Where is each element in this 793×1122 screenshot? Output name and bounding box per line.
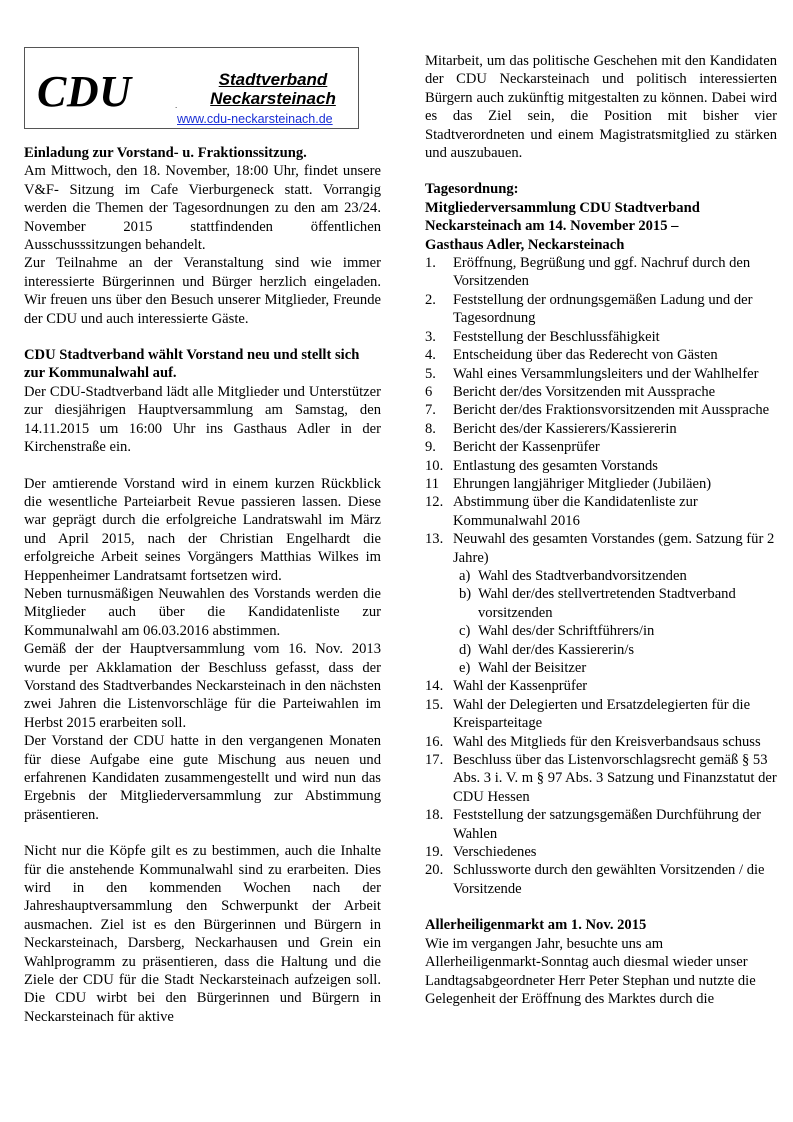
paragraph: Neben turnusmäßigen Neuwahlen des Vorstands werden die Mitglieder auch über die Kandidatenliste zur Kommunalwahl am 06.03.2016 abstimmen. [24,585,381,639]
agenda-item [425,365,777,383]
paragraph: Gemäß der der Hauptversammlung vom 16. Nov. 2013 wurde per Akklamation der Beschluss gefasst, dass der Vorstand des Stadtverbandes Neckarsteinach in den nächsten zwei Jahren die Listenvorschläge für die Parteiwahlen im Herbst 2015 erarbeiten soll. [24,641,381,731]
separator-dot: . [175,101,178,110]
agenda-subitem [459,567,777,585]
section-heading-market: Allerheiligenmarkt am 1. Nov. 2015 [425,917,647,934]
agenda-text: Feststellung der ordnungsgemäßen Ladung und der Tagesordnung [453,291,753,327]
agenda-item [425,254,777,291]
agenda-item [425,861,777,898]
left-column [24,47,381,1026]
paragraph: Am Mittwoch, den 18. November, 18:00 Uhr, findet unsere V&F- Sitzung im Cafe Vierburgeneck statt. Vorrangig werden die Themen der Tagesordnungen zu den am 23/24. November 2015 stattfindenden öffentlichen Ausschusssitzungen behandelt. [24,163,381,254]
agenda-text: Wahl des Mitglieds für den Kreisverbandsaus schuss [453,733,761,750]
agenda-number: 9. [425,439,436,456]
agenda-number: 18. [425,807,444,824]
agenda-text: Abstimmung über die Kandidatenliste zur Kommunalwahl 2016 [453,494,698,529]
paragraph: Wie im vergangen Jahr, besuchte uns am Allerheiligenmarkt-Sonntag auch diesmal wieder unser Landtagsabgeordneter Herr Peter Stephan und nutzte die Gelegenheit der Eröffnung des Marktes durch die [425,935,756,1007]
agenda-subnumber: c) [459,623,471,640]
agenda-text: Schlussworte durch den gewählten Vorsitzenden / die Vorsitzende [453,862,765,897]
agenda-number: 13. [425,531,444,548]
agenda-number: 12. [425,494,444,511]
agenda-text [453,530,777,677]
agenda-text: Entscheidung über das Rederecht von Gästen [453,347,718,364]
agenda-number: 14. [425,678,444,695]
agenda-number: 4. [425,347,436,364]
agenda-item [425,751,777,806]
organization-name [183,70,363,108]
agenda-text: Feststellung der Beschlussfähigkeit [453,328,660,345]
agenda-text: Beschluss über das Listenvorschlagsrecht gemäß § 53 Abs. 3 i. V. m § 97 Abs. 3 Satzung und Finanzstatut der CDU Hessen [453,752,777,805]
header-box [24,47,359,129]
paragraph: Nicht nur die Köpfe gilt es zu bestimmen, auch die Inhalte für die anstehende Kommunalwahl sind zu erarbeiten. Dies wird in den kommenden Wochen nach der Jahreshauptversammlung den Schwerpunkt der Arbeit ausmachen. Ziel ist es den Bürgerinnen und Bürgern in Neckarsteinach, Darsberg, Neckarhausen und Grein ein Wahlprogramm zu präsentieren, dass die Haltung und die Ziele der CDU für die Stadt Neckarsteinach aufzeigen soll. Die CDU wirbt bei den Bürgerinnen und Bürgern in Neckarsteinach für aktive [24,843,381,1025]
agenda-item [425,843,777,861]
agenda-number: 5. [425,365,436,382]
agenda-subitem [459,641,777,659]
agenda-item [425,401,777,419]
organization-line-2: Neckarsteinach [210,89,336,108]
paragraph: Der Vorstand der CDU hatte in den vergangenen Monaten für diese Aufgabe eine gute Mischung aus neuen und erfahrenen Kandidaten zusammengestellt und wird nun das Ergebnis der Mitgliederversammlung zur Abstimmung präsentieren. [24,733,381,823]
agenda-subnumber: d) [459,641,472,658]
agenda-item [425,328,777,346]
agenda-subnumber: e) [459,660,471,676]
agenda-subitem [459,585,777,622]
agenda-list [425,254,777,898]
agenda-heading-line: Gasthaus Adler, Neckarsteinach [425,236,625,253]
agenda-sublist [453,567,777,677]
agenda-heading-line: Tagesordnung: [425,181,519,198]
agenda-number: 3. [425,328,436,345]
agenda-text: Ehrungen langjähriger Mitglieder (Jubiläen) [453,475,712,492]
agenda-subnumber: b) [459,586,472,603]
paragraph-continuation: Mitarbeit, um das politische Geschehen mit den Kandidaten der CDU Neckarsteinach und politisch interessierten Bürgern auch zukünftig mitgestalten zu können. Dabei wird es das Ziel sein, die Position mit bisher vier Stadtverordneten und einem Magistratsmitglied zu stärken und auszubauen. [425,53,777,162]
agenda-number: 8. [425,420,436,437]
agenda-text: Wahl der Kassenprüfer [453,678,588,695]
agenda-text: Bericht der Kassenprüfer [453,439,600,456]
cdu-logo: CDU [37,67,132,116]
agenda-number: 6 [425,383,433,400]
agenda-text: Bericht des/der Kassierers/Kassiererin [453,420,677,437]
agenda-text: Bericht der/des Vorsitzenden mit Aussprache [453,383,716,400]
agenda-heading [425,180,777,254]
agenda-item [425,420,777,438]
agenda-text: Eröffnung, Begrüßung und ggf. Nachruf durch den Vorsitzenden [453,255,751,290]
organization-line-1: Stadtverband [218,70,328,89]
agenda-text: Entlastung des gesamten Vorstands [453,457,658,474]
agenda-number: 16. [425,733,444,750]
agenda-number: 1. [425,255,436,272]
section-heading-election: CDU Stadtverband wählt Vorstand neu und stellt sich zur Kommunalwahl auf. [24,347,360,382]
agenda-text: Wahl der Delegierten und Ersatzdelegierten für die Kreisparteitage [453,696,751,732]
agenda-number: 10. [425,457,444,474]
agenda-item [425,291,777,328]
agenda-number: 15. [425,696,444,713]
paragraph: Zur Teilnahme an der Veranstaltung sind wie immer interessierte Bürgerinnen und Bürger herzlich eingeladen. Wir freuen uns über den Besuch unserer Mitglieder, Freunde der CDU und auch interessierte Gäste. [24,255,381,327]
agenda-heading-line: Mitgliederversammlung CDU Stadtverband [425,199,700,216]
agenda-subtext: Wahl der/des Kassiererin/s [478,641,635,658]
section-heading-invitation: Einladung zur Vorstand- u. Fraktionssitzung. [24,145,307,161]
agenda-number: 7. [425,402,436,419]
agenda-subtext: Wahl des Stadtverbandvorsitzenden [478,567,687,584]
agenda-number: 2. [425,291,436,308]
agenda-number: 17. [425,752,444,769]
right-column [425,52,777,1008]
agenda-item [425,457,777,475]
agenda-heading-line: Neckarsteinach am 14. November 2015 – [425,218,679,235]
paragraph: Der amtierende Vorstand wird in einem kurzen Rückblick die wesentliche Parteiarbeit Revue passieren lassen. Diese war geprägt durch die erfolgreiche Landratswahl im März und April 2015, nach der Christian Engelhardt die erfolgreiche Arbeit seines Vorgängers Matthias Wilkes im Heppenheimer Landratsamt fortsetzen wird. [24,475,381,584]
agenda-subitem [459,659,777,677]
agenda-text: Feststellung der satzungsgemäßen Durchführung der Wahlen [453,807,762,842]
website-link[interactable]: www.cdu-neckarsteinach.de [177,112,333,126]
agenda-item [425,438,777,456]
agenda-number: 19. [425,844,444,861]
agenda-subnumber: a) [459,567,471,584]
agenda-subitem [459,622,777,640]
agenda-text: Verschiedenes [453,844,537,861]
agenda-number: 11 [425,475,440,492]
agenda-text: Bericht der/des Fraktionsvorsitzenden mit Aussprache [453,402,770,419]
agenda-item [425,383,777,401]
paragraph: Der CDU-Stadtverband lädt alle Mitglieder und Unterstützer zur diesjährigen Hauptversammlung am Samstag, den 14.11.2015 um 16:00 Uhr ins Gasthaus Adler in der Kirchenstraße ein. [24,383,381,456]
agenda-subtext: Wahl der/des stellvertretenden Stadtverband vorsitzenden [478,586,736,621]
agenda-item [425,475,777,493]
agenda-number: 20. [425,862,444,879]
agenda-subtext: Wahl der Beisitzer [478,660,587,676]
agenda-item [425,346,777,364]
agenda-text: Wahl eines Versammlungsleiters und der Wahlhelfer [453,365,759,382]
agenda-item [425,806,777,843]
agenda-item [425,733,777,751]
agenda-subtext: Wahl des/der Schriftführers/in [478,623,655,640]
agenda-item [425,677,777,695]
agenda-item [425,530,777,677]
agenda-text: Neuwahl des gesamten Vorstandes (gem. Satzung für 2 Jahre) [453,531,775,566]
agenda-item [425,493,777,530]
agenda-item [425,696,777,733]
